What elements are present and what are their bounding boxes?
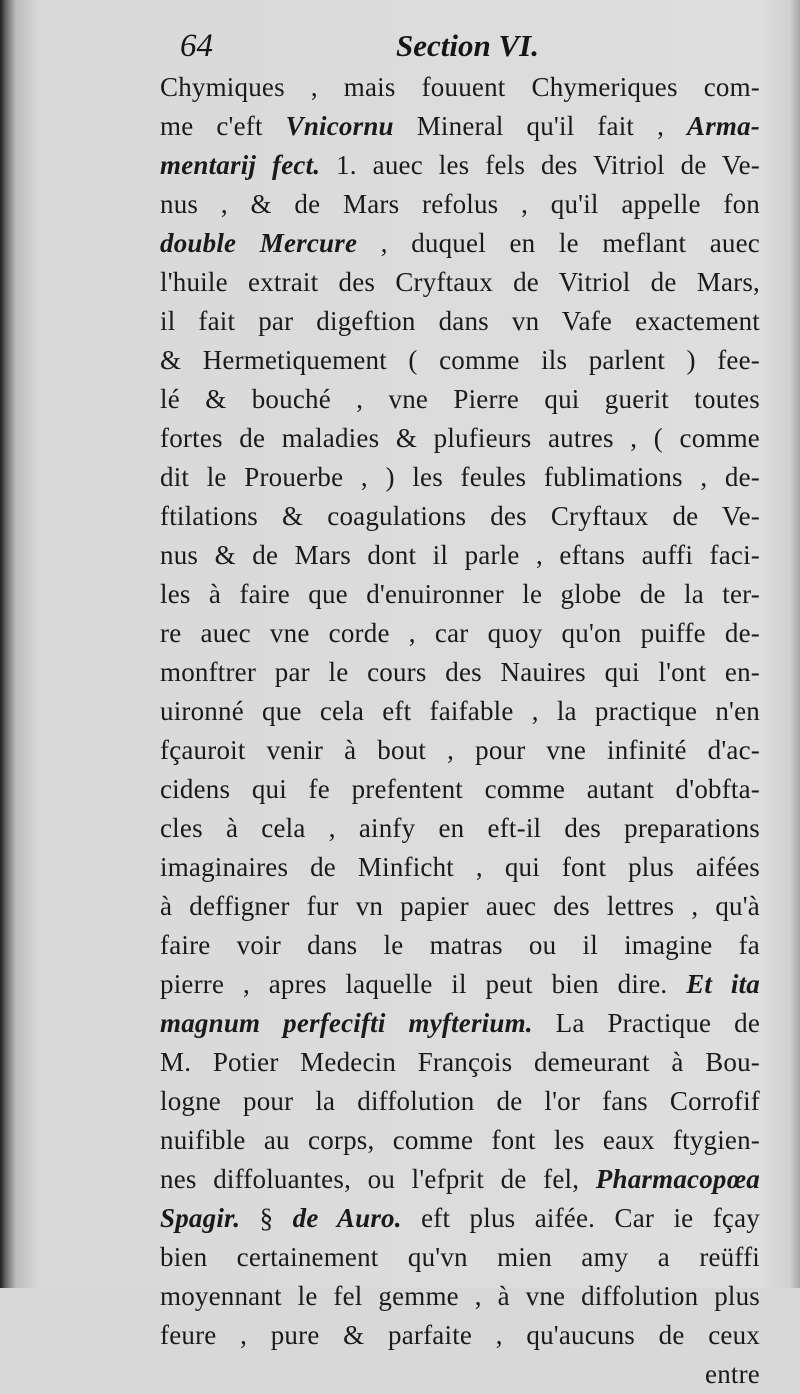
italic-text: Et ita bbox=[686, 969, 760, 999]
italic-text: mentarij fect. bbox=[160, 150, 321, 180]
text-line: imaginaires de Minficht , qui font plus aifées bbox=[160, 852, 760, 882]
text-line: nuifible au corps, comme font les eaux ftygien- bbox=[160, 1125, 760, 1155]
text-line: cidens qui fe prefentent comme autant d'obfta- bbox=[160, 774, 760, 804]
text-line: double Mercure , duquel en le meflant auec bbox=[160, 228, 760, 258]
text-line: moyennant le fel gemme , à vne diffolution plus bbox=[160, 1281, 760, 1311]
italic-text: Vnicornu bbox=[285, 111, 394, 141]
body-text bbox=[160, 68, 760, 1394]
text-line: logne pour la diffolution de l'or fans Corrofif bbox=[160, 1086, 760, 1116]
text-line: l'huile extrait des Cryftaux de Vitriol de Mars, bbox=[160, 267, 760, 297]
italic-text: Spagir. bbox=[160, 1203, 241, 1233]
text-line: à deffigner fur vn papier auec des lettres , qu'à bbox=[160, 891, 760, 921]
running-head: Section VI. bbox=[396, 28, 539, 63]
text-line: uironné que cela eft faifable , la practique n'en bbox=[160, 696, 760, 726]
text-line: fçauroit venir à bout , pour vne infinité d'ac- bbox=[160, 735, 760, 765]
text-line: magnum perfecifti myfterium. La Practique de bbox=[160, 1008, 761, 1038]
text-line: mentarij fect. 1. auec les fels des Vitriol de Ve- bbox=[160, 150, 760, 180]
text-line: nes diffoluantes, ou l'efprit de fel, Pharmacopœa bbox=[160, 1164, 760, 1194]
text-line: Chymiques , mais fouuent Chymeriques com- bbox=[160, 72, 760, 102]
text-line: ftilations & coagulations des Cryftaux de Ve- bbox=[160, 501, 760, 531]
italic-text: Pharmacopœa bbox=[595, 1164, 760, 1194]
text-line: pierre , apres laquelle il peut bien dire. Et ita bbox=[160, 969, 760, 999]
text-line: Spagir. § de Auro. eft plus aifée. Car ie fçay bbox=[160, 1203, 760, 1233]
text-line: les à faire que d'enuironner le globe de la ter- bbox=[160, 579, 760, 609]
text-line: faire voir dans le matras ou il imagine fa bbox=[160, 930, 760, 960]
page-header bbox=[180, 28, 760, 68]
text-line: feure , pure & parfaite , qu'aucuns de ceux bbox=[160, 1320, 760, 1350]
page-number: 64 bbox=[180, 28, 213, 64]
text-line: il fait par digeftion dans vn Vafe exactement bbox=[160, 306, 760, 336]
text-line: bien certainement qu'vn mien amy a reüffi bbox=[160, 1242, 760, 1272]
text-line: nus , & de Mars refolus , qu'il appelle fon bbox=[160, 189, 760, 219]
text-line: cles à cela , ainfy en eft-il des preparations bbox=[160, 813, 760, 843]
text-line: dit le Prouerbe , ) les feules fublimations , de- bbox=[160, 462, 760, 492]
text-line: & Hermetiquement ( comme ils parlent ) fee- bbox=[160, 345, 760, 375]
italic-text: Arma- bbox=[686, 111, 760, 141]
italic-text: double Mercure bbox=[160, 228, 358, 258]
text-line: nus & de Mars dont il parle , eftans auffi faci- bbox=[160, 540, 760, 570]
text-line: M. Potier Medecin François demeurant à Bou- bbox=[160, 1047, 760, 1077]
text-line: re auec vne corde , car quoy qu'on puiffe de- bbox=[160, 618, 760, 648]
italic-text: de Auro. bbox=[292, 1203, 402, 1233]
italic-text: magnum perfecifti myfterium. bbox=[160, 1008, 533, 1038]
text-line: monftrer par le cours des Nauires qui l'ont en- bbox=[160, 657, 760, 687]
text-line: lé & bouché , vne Pierre qui guerit toutes bbox=[160, 384, 760, 414]
catchword: entre bbox=[705, 1359, 760, 1389]
text-line: me c'eft Vnicornu Mineral qu'il fait , Arma- bbox=[160, 111, 760, 141]
text-line: fortes de maladies & plufieurs autres , ( comme bbox=[160, 423, 760, 453]
